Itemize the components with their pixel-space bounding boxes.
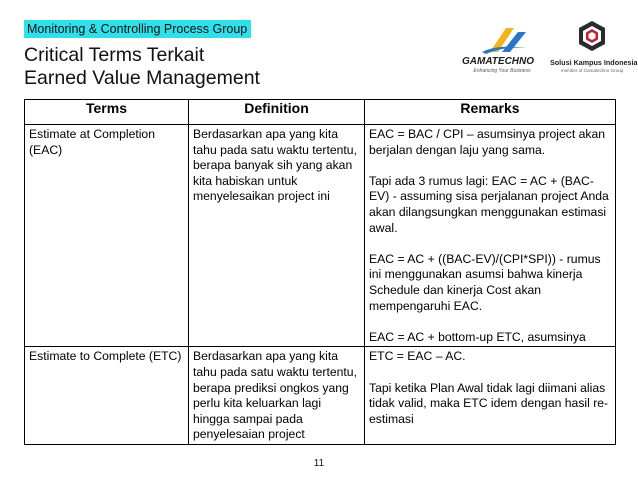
remarks-cell (365, 347, 616, 445)
term-cell: Estimate to Complete (ETC) (25, 347, 189, 445)
remarks-paragraph: ETC = EAC – AC. (369, 349, 466, 364)
slide-title-line-1: Critical Terms Terkait (24, 44, 205, 66)
definition-cell: Berdasarkan apa yang kita tahu pada satu waktu tertentu, berapa banyak sih yang akan kita habiskan untuk menyelesaikan project ini (189, 125, 365, 347)
definition-cell: Berdasarkan apa yang kita tahu pada satu waktu tertentu, berapa prediksi ongkos yang perlu kita keluarkan lagi hingga sampai pada penyelesaian project (189, 347, 365, 445)
ski-logo-name: Solusi Kampus Indonesia (550, 58, 638, 67)
ski-logo (550, 20, 638, 80)
ski-hexagon-icon (577, 20, 607, 52)
remarks-paragraph: EAC = AC + ((BAC-EV)/(CPI*SPI)) - rumus ini menggunakan asumsi bahwa kinerja Schedule dan kinerja Cost akan mempengaruhi EAC. (369, 251, 601, 313)
term-cell: Estimate at Completion (EAC) (25, 125, 189, 347)
gamatechno-logo-tagline: Enhancing Your Business (473, 68, 531, 74)
slide-title (24, 44, 260, 90)
section-tag: Monitoring & Controlling Process Group (24, 20, 251, 38)
header-terms: Terms (25, 100, 189, 125)
terms-table (24, 99, 616, 445)
header-remarks: Remarks (365, 100, 616, 125)
ski-logo-subtitle: member of Gamatechno Group (560, 68, 624, 73)
remarks-paragraph: EAC = AC + bottom-up ETC, asumsinya (369, 329, 586, 344)
header-definition: Definition (189, 100, 365, 125)
remarks-paragraph: EAC = BAC / CPI – asumsinya project akan berjalan dengan laju yang sama. (369, 127, 606, 157)
table-header-row (25, 100, 616, 125)
page-number: 11 (313, 458, 325, 469)
gamatechno-logo (452, 22, 544, 78)
gamatechno-logo-text: GAMATECHNO (461, 56, 535, 67)
remarks-paragraph: Tapi ketika Plan Awal tidak lagi diimani alias tidak valid, maka ETC idem dengan hasil re-estimasi (369, 380, 609, 426)
table-row-etc (25, 347, 616, 445)
remarks-paragraph: Tapi ada 3 rumus lagi: EAC = AC + (BAC-EV) - assuming sisa perjalanan project Anda akan dilangsungkan menggunakan estimasi awal. (369, 173, 609, 235)
remarks-cell (365, 125, 616, 347)
table-row-eac (25, 125, 616, 347)
slide-title-line-2: Earned Value Management (24, 67, 260, 89)
